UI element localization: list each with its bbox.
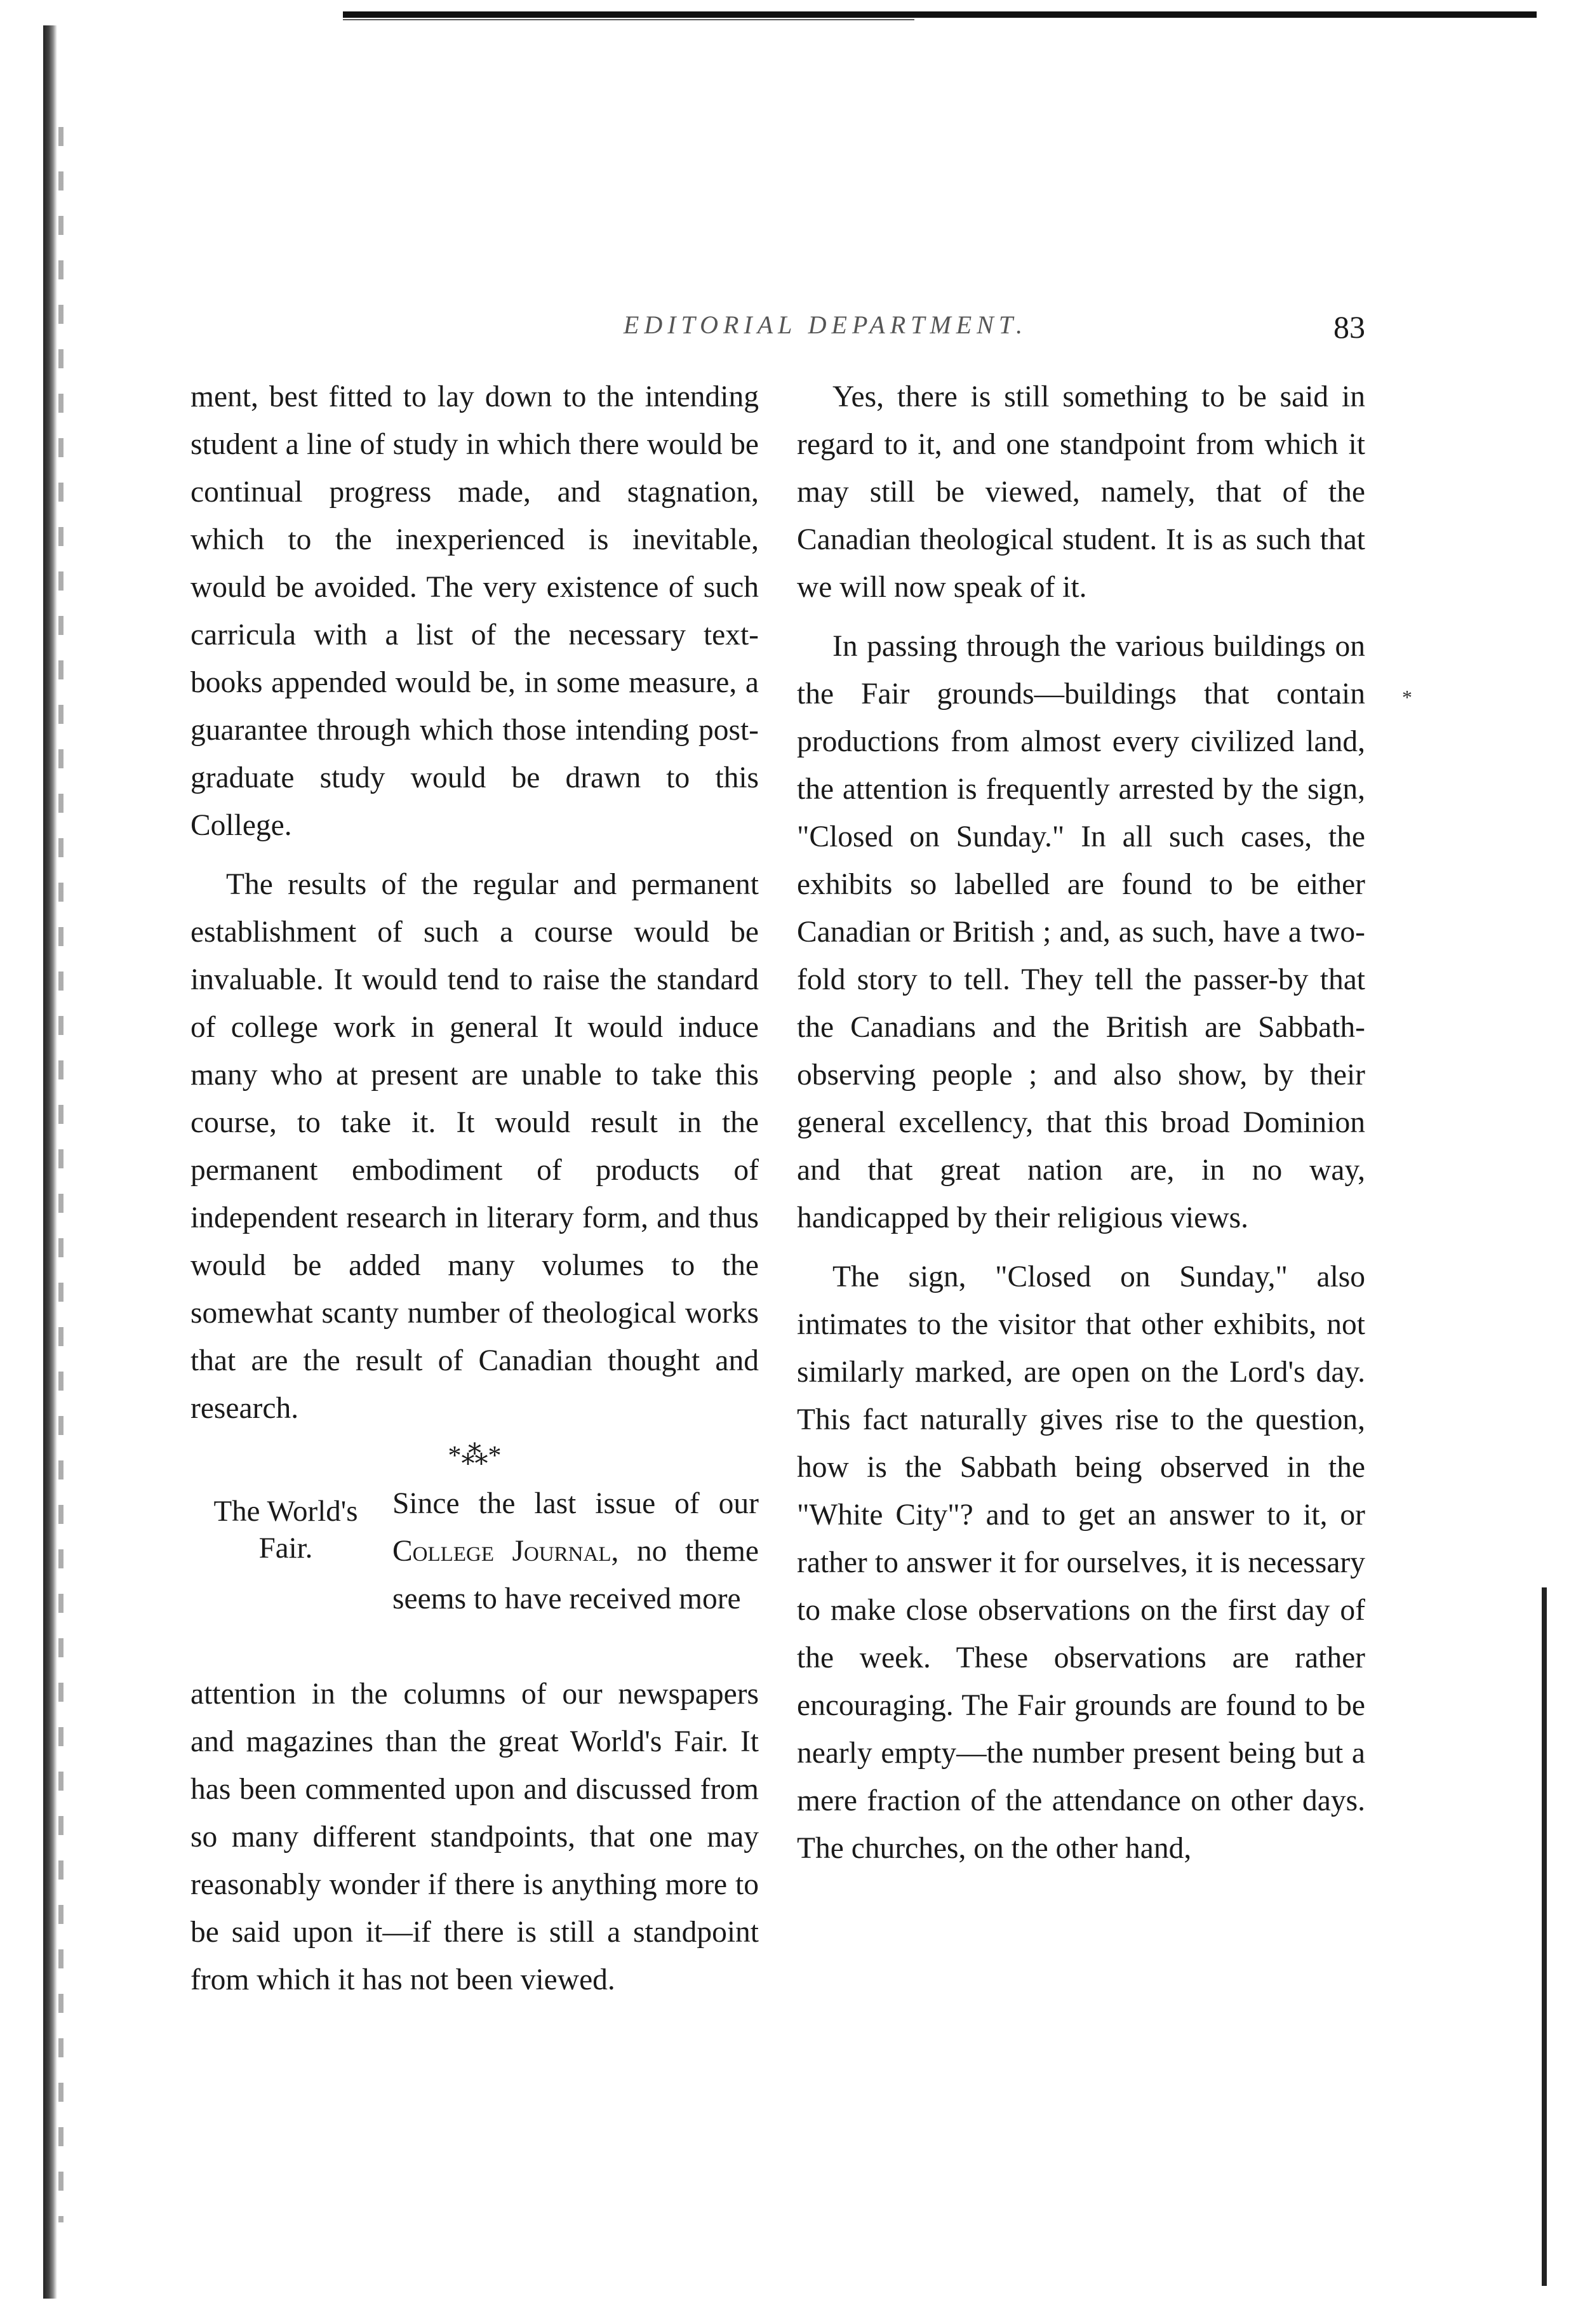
side-text (392, 1480, 759, 1623)
right-column (797, 373, 1365, 1873)
top-rule-thin (343, 19, 914, 20)
asterism: *⁂* (448, 1441, 502, 1471)
paragraph: The results of the regular and permanent establishment of such a course would be invaluable. It would tend to raise the standard of college work in general It would induce many who at present are unable to take this course, to take it. It would result in the permanent embodiment of products of independent research in literary form, and thus would be added many volumes to the somewhat scanty number of theological works that are the result of Canadian thought and research. (190, 868, 759, 1425)
paragraph: attention in the columns of our newspapers and magazines than the great World's Fair. It has been commented upon and discussed from so many different standpoints, that one may reasonably wonder if there is anything more to be said upon it—if there is still a standpoint from which it has not been viewed. (190, 1678, 759, 1996)
side-text-line: Since the last issue of our (392, 1487, 759, 1520)
page-edge-shadow (43, 25, 57, 2299)
paragraph: ment, best fitted to lay down to the intending student a line of study in which there would be continual progress made, and stagnation, which to the inexperienced is inevitable, would be avoided. The very existence of such carricula with a list of the necessary text-books appended would be, in some measure, a guarantee through which those intending post-graduate study would be drawn to this College. (190, 380, 759, 842)
section-start (190, 1480, 759, 1671)
running-head: EDITORIAL DEPARTMENT. (623, 311, 1028, 339)
right-edge-mark (1542, 1587, 1547, 2286)
side-text-rest: no theme seems to have received more (392, 1535, 759, 1615)
page-edge-speckle (58, 127, 63, 2222)
page-number: 83 (1333, 309, 1365, 345)
top-rule (343, 11, 1537, 18)
side-heading: The World's Fair. (213, 1495, 358, 1565)
margin-mark: * (1402, 686, 1412, 709)
journal-title: College Journal, (392, 1535, 619, 1568)
paragraph: The sign, "Closed on Sunday," also intimates to the visitor that other exhibits, not similarly marked, are open on the Lord's day. This fact naturally gives rise to the question, how is the Sabbath being observed in the "White City"? and to get an answer to it, or rather to answer it for ourselves, it is necessary to make close observations on the first day of the week. These observations are rather encouraging. The Fair grounds are found to be nearly empty—the number present being but a mere fraction of the attendance on other days. The churches, on the other hand, (797, 1260, 1365, 1865)
paragraph: Yes, there is still something to be said in regard to it, and one standpoint from which it may still be viewed, namely, that of the Canadian theological student. It is as such that we will now speak of it. (797, 380, 1365, 604)
paragraph: In passing through the various buildings on the Fair grounds—buildings that contain productions from almost every civilized land, the attention is frequently arrested by the sign, "Closed on Sunday." In all such cases, the exhibits so labelled are found to be either Canadian or British ; and, as such, have a two-fold story to tell. They tell the passer-by that the Canadians and the British are Sabbath-observing people ; and also show, by their general excellency, that this broad Dominion and that great nation are, in no way, handicapped by their religious views. (797, 630, 1365, 1234)
left-column (190, 373, 759, 2004)
